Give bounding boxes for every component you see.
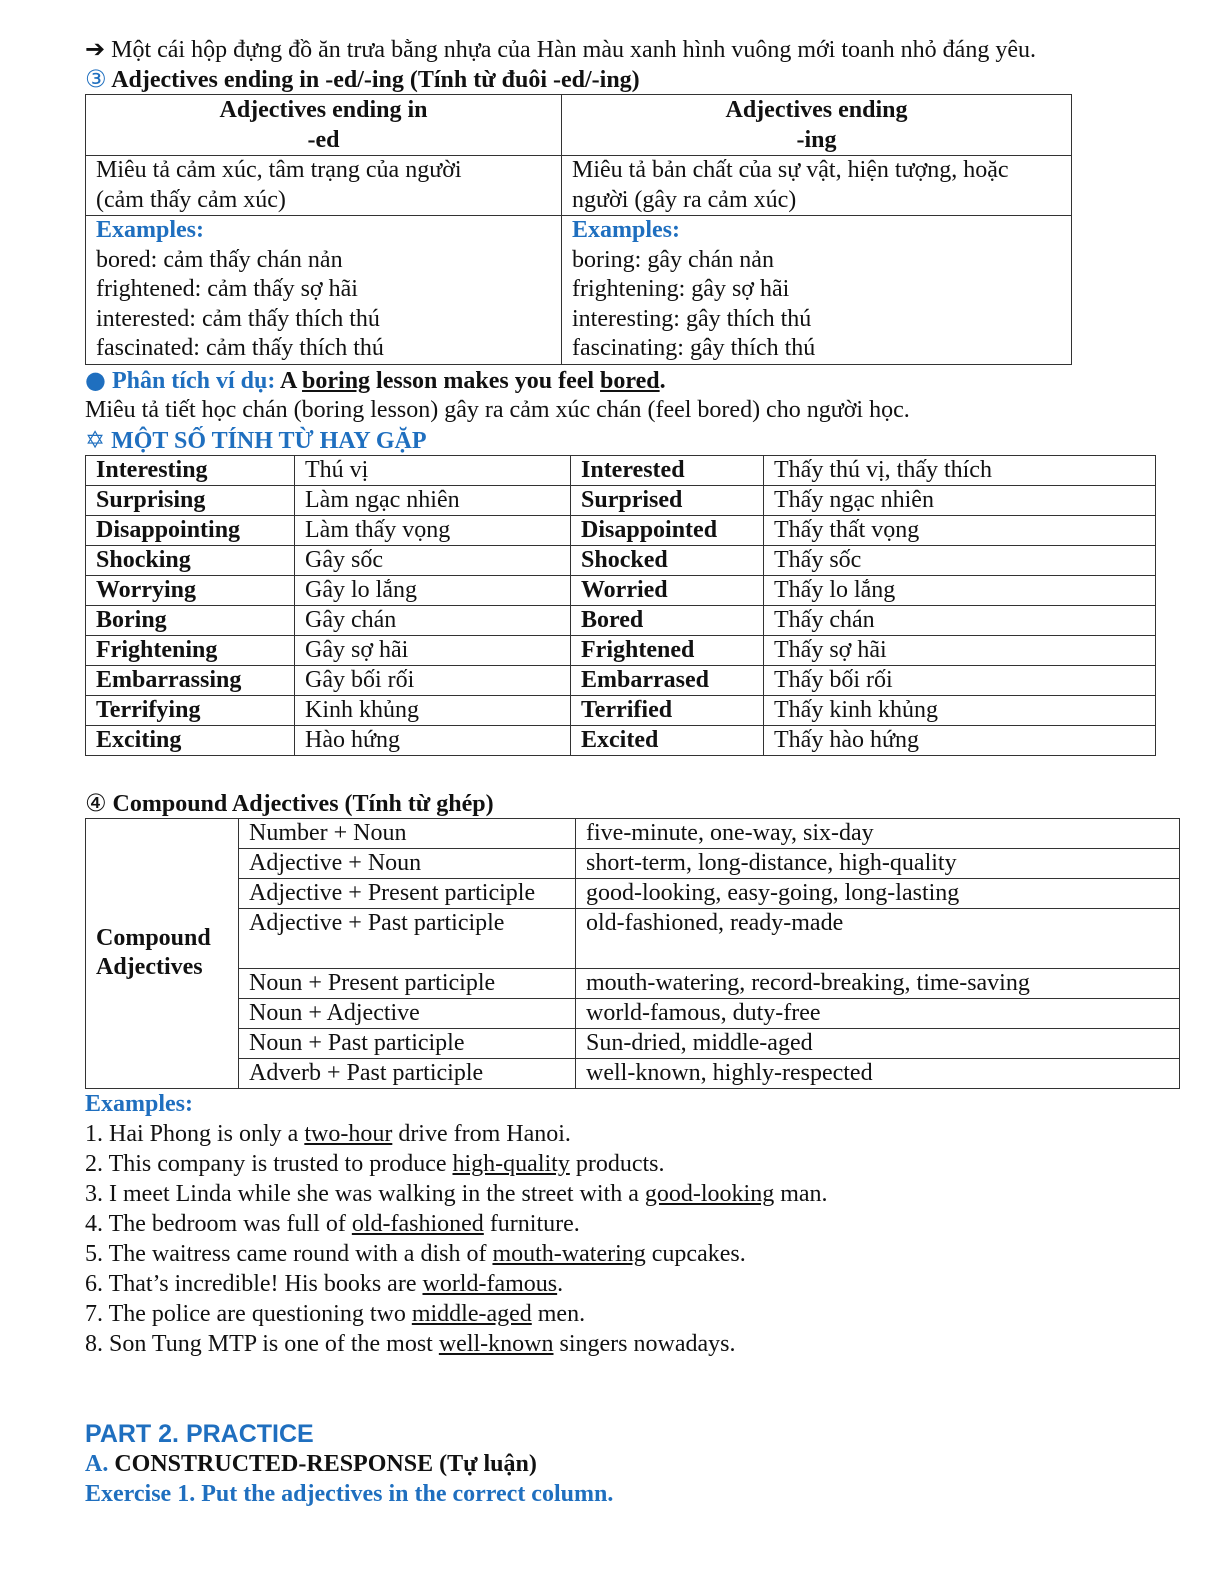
section3-title: Adjectives ending in -ed/-ing (Tính từ đuôi -ed/-ing) (111, 67, 640, 93)
ed-description: Miêu tả cảm xúc, tâm trạng của người (cảm thấy cảm xúc) (86, 156, 562, 216)
common-heading: ✡ MỘT SỐ TÍNH TỪ HAY GẶP (85, 425, 427, 454)
common-adjective-row (86, 515, 1156, 545)
compound-row (86, 1058, 1180, 1088)
ing-adjective: Shocking (86, 545, 295, 575)
common-adjective-row (86, 635, 1156, 665)
ing-adjective: Interesting (86, 455, 295, 485)
compound-examples: short-term, long-distance, high-quality (576, 848, 1180, 878)
ed-meaning: Thấy bối rối (764, 665, 1156, 695)
compound-row-header: Compound Adjectives (86, 818, 239, 1088)
ed-ing-desc-row (86, 156, 1072, 216)
common-adjective-row (86, 605, 1156, 635)
ing-adjective: Surprising (86, 485, 295, 515)
ed-ing-table (85, 94, 1072, 365)
compound-pattern: Adjective + Past participle (239, 908, 576, 968)
section3-marker: ③ (85, 65, 107, 93)
compound-examples: five-minute, one-way, six-day (576, 818, 1180, 848)
star-icon: ✡ (85, 425, 106, 454)
example-sentence: 8. Son Tung MTP is one of the most well-known singers nowadays. (85, 1330, 736, 1357)
part2-title: PART 2. PRACTICE (85, 1419, 314, 1448)
compound-examples: world-famous, duty-free (576, 998, 1180, 1028)
ed-meaning: Thấy kinh khủng (764, 695, 1156, 725)
common-adjective-row (86, 665, 1156, 695)
example-sentence: 1. Hai Phong is only a two-hour drive from Hanoi. (85, 1120, 571, 1147)
ed-meaning: Thấy lo lắng (764, 575, 1156, 605)
compound-row (86, 998, 1180, 1028)
compound-pattern: Noun + Past participle (239, 1028, 576, 1058)
ed-adjective: Shocked (571, 545, 764, 575)
compound-row (86, 818, 1180, 848)
compound-row (86, 908, 1180, 968)
ed-examples: Examples: bored: cảm thấy chán nản frightened: cảm thấy sợ hãi interested: cảm thấy thích thú fascinated: cảm thấy thích thú (86, 216, 562, 365)
common-adjective-row (86, 455, 1156, 485)
compound-pattern: Noun + Present participle (239, 968, 576, 998)
ed-header: Adjectives ending in -ed (86, 95, 562, 156)
compound-examples: Sun-dried, middle-aged (576, 1028, 1180, 1058)
ing-meaning: Kinh khủng (295, 695, 571, 725)
intro-text: Một cái hộp đựng đồ ăn trưa bằng nhựa của Hàn màu xanh hình vuông mới toanh nhỏ đáng yêu. (111, 37, 1036, 63)
example-sentence: 2. This company is trusted to produce high-quality products. (85, 1150, 665, 1177)
compound-examples: old-fashioned, ready-made (576, 908, 1180, 968)
common-adjective-row (86, 725, 1156, 755)
ed-meaning: Thấy chán (764, 605, 1156, 635)
compound-pattern: Number + Noun (239, 818, 576, 848)
common-adjective-row (86, 545, 1156, 575)
compound-pattern: Adjective + Present participle (239, 878, 576, 908)
arrow-icon: ➔ (85, 35, 106, 63)
example-sentence: 6. That’s incredible! His books are world-famous. (85, 1270, 564, 1297)
ed-meaning: Thấy sốc (764, 545, 1156, 575)
compound-examples: good-looking, easy-going, long-lasting (576, 878, 1180, 908)
example-sentence: 4. The bedroom was full of old-fashioned furniture. (85, 1210, 580, 1237)
common-adjective-row (86, 695, 1156, 725)
ed-meaning: Thấy hào hứng (764, 725, 1156, 755)
ed-meaning: Thấy thất vọng (764, 515, 1156, 545)
ing-adjective: Worrying (86, 575, 295, 605)
common-adjectives-table (85, 455, 1156, 756)
ed-adjective: Surprised (571, 485, 764, 515)
common-adjective-row (86, 575, 1156, 605)
ing-meaning: Gây lo lắng (295, 575, 571, 605)
ing-meaning: Làm ngạc nhiên (295, 485, 571, 515)
ing-meaning: Làm thấy vọng (295, 515, 571, 545)
ed-ing-examples-row (86, 216, 1072, 365)
ed-adjective: Interested (571, 455, 764, 485)
ing-header: Adjectives ending -ing (562, 95, 1072, 156)
compound-examples: mouth-watering, record-breaking, time-saving (576, 968, 1180, 998)
section3-heading (85, 64, 1180, 94)
ed-meaning: Thấy sợ hãi (764, 635, 1156, 665)
section4-heading (85, 788, 1180, 818)
intro-line (85, 34, 1180, 64)
ed-meaning: Thấy ngạc nhiên (764, 485, 1156, 515)
ing-meaning: Gây sợ hãi (295, 635, 571, 665)
common-adjective-row (86, 485, 1156, 515)
ing-examples: Examples: boring: gây chán nản frightening: gây sợ hãi interesting: gây thích thú fascinating: gây thích thú (562, 216, 1072, 365)
example-sentence: 5. The waitress came round with a dish of mouth-watering cupcakes. (85, 1240, 746, 1267)
ing-adjective: Exciting (86, 725, 295, 755)
ing-meaning: Gây chán (295, 605, 571, 635)
ed-adjective: Embarrased (571, 665, 764, 695)
compound-pattern: Adverb + Past participle (239, 1058, 576, 1088)
ing-meaning: Gây sốc (295, 545, 571, 575)
ed-adjective: Frightened (571, 635, 764, 665)
compound-pattern: Noun + Adjective (239, 998, 576, 1028)
examples-list (85, 1119, 1180, 1359)
ed-adjective: Worried (571, 575, 764, 605)
examples-label: Examples: (85, 1090, 193, 1117)
ing-adjective: Embarrassing (86, 665, 295, 695)
ing-adjective: Terrifying (86, 695, 295, 725)
part2-a-heading: A. CONSTRUCTED-RESPONSE (Tự luận) (85, 1450, 537, 1477)
compound-table (85, 818, 1180, 1089)
ed-adjective: Disappointed (571, 515, 764, 545)
analysis-explanation: Miêu tả tiết học chán (boring lesson) gây ra cảm xúc chán (feel bored) cho người học. (85, 396, 910, 423)
ed-ing-header-row (86, 95, 1072, 156)
common-adjectives-body (86, 455, 1156, 755)
compound-body (86, 818, 1180, 1088)
compound-row (86, 878, 1180, 908)
ing-adjective: Disappointing (86, 515, 295, 545)
document-page (85, 34, 1180, 1509)
ed-adjective: Terrified (571, 695, 764, 725)
compound-examples: well-known, highly-respected (576, 1058, 1180, 1088)
ing-adjective: Frightening (86, 635, 295, 665)
compound-row (86, 968, 1180, 998)
analysis-label: Phân tích ví dụ: (111, 367, 276, 394)
example-sentence: 3. I meet Linda while she was walking in the street with a good-looking man. (85, 1180, 828, 1207)
ing-meaning: Thú vị (295, 455, 571, 485)
compound-row (86, 848, 1180, 878)
exercise-1-heading: Exercise 1. Put the adjectives in the correct column. (85, 1480, 614, 1507)
analysis-line: ● Phân tích ví dụ: A boring lesson makes you feel bored. (85, 365, 666, 394)
ed-adjective: Bored (571, 605, 764, 635)
ed-meaning: Thấy thú vị, thấy thích (764, 455, 1156, 485)
example-sentence: 7. The police are questioning two middle-aged men. (85, 1300, 586, 1327)
ed-adjective: Excited (571, 725, 764, 755)
ing-meaning: Gây bối rối (295, 665, 571, 695)
section4-title: Compound Adjectives (Tính từ ghép) (112, 790, 494, 817)
ing-adjective: Boring (86, 605, 295, 635)
compound-pattern: Adjective + Noun (239, 848, 576, 878)
bullet-icon: ● (85, 365, 106, 394)
ing-meaning: Hào hứng (295, 725, 571, 755)
compound-row (86, 1028, 1180, 1058)
ing-description: Miêu tả bản chất của sự vật, hiện tượng, hoặc người (gây ra cảm xúc) (562, 156, 1072, 216)
section4-marker: ④ (85, 788, 107, 817)
